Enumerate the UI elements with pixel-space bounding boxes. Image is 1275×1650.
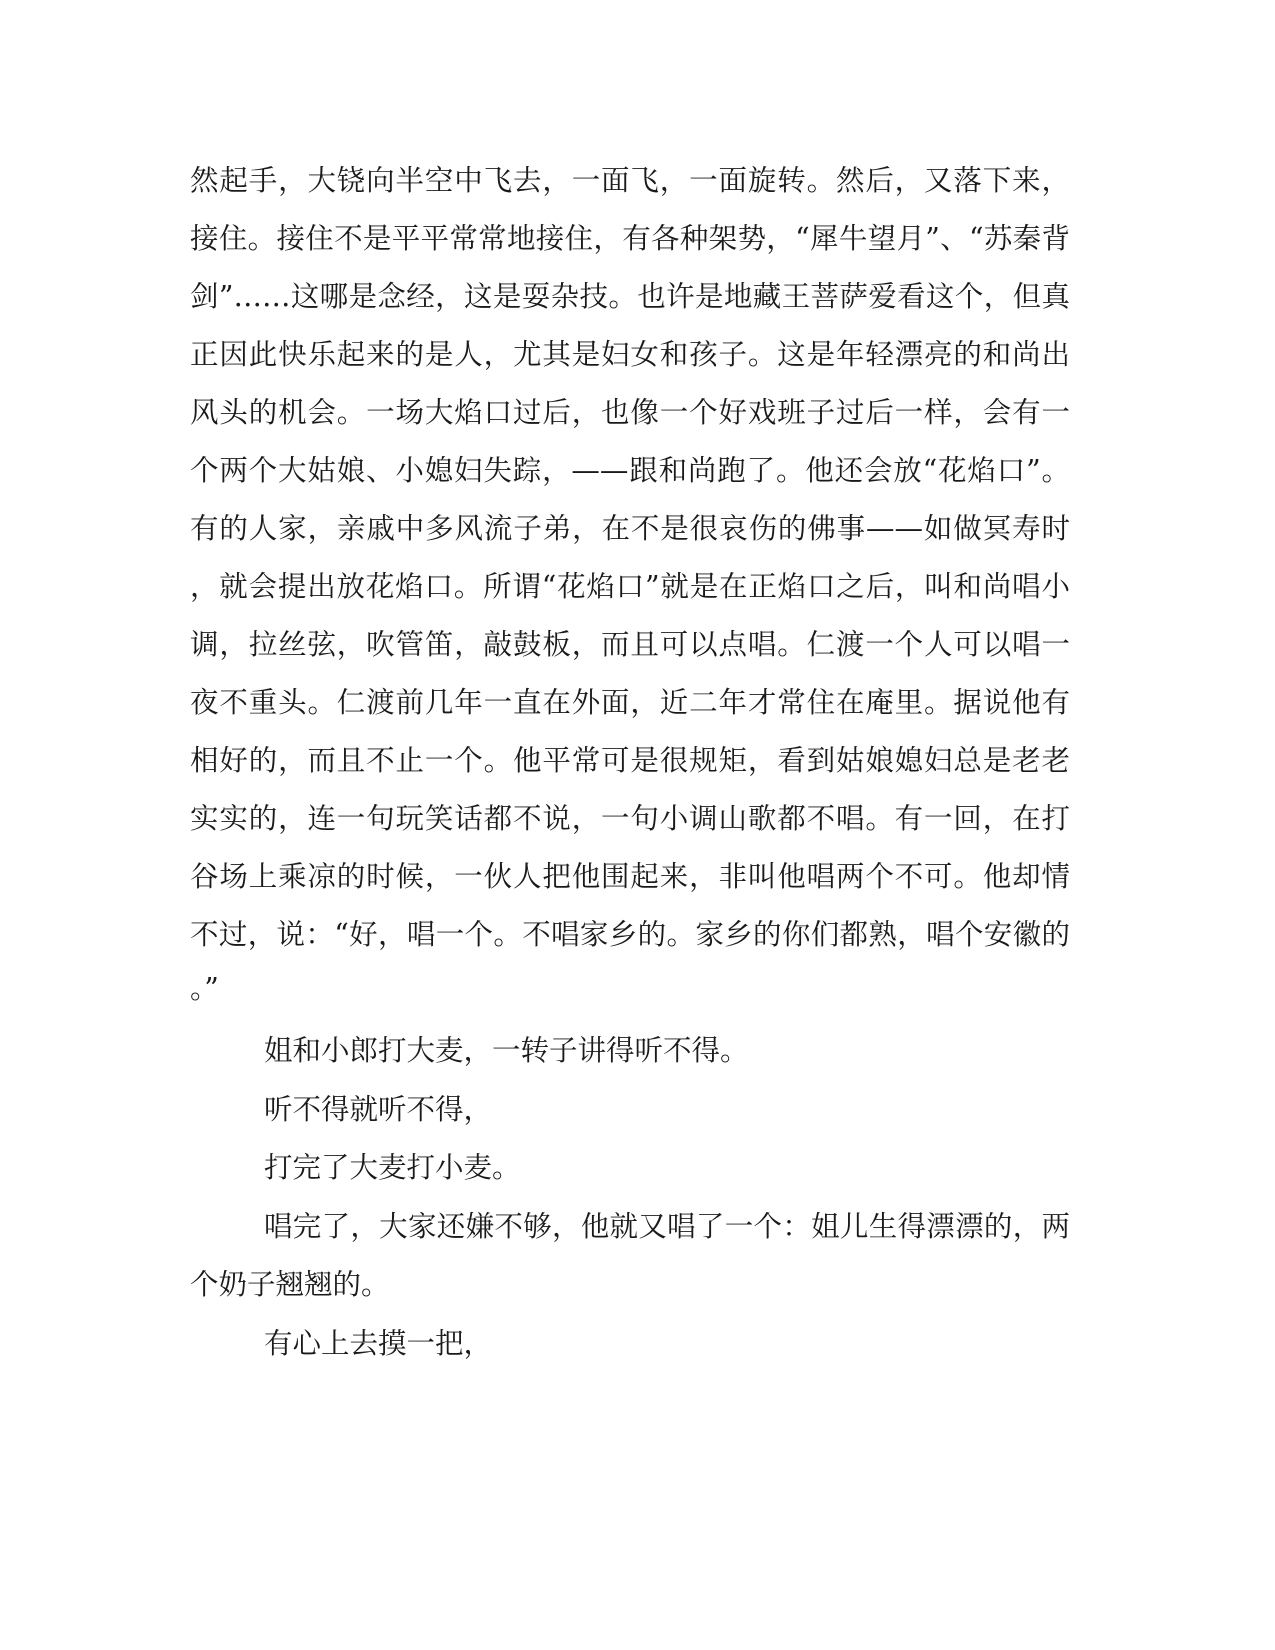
paragraph-line: 夜不重头。仁渡前几年一直在外面，近二年才常住在庵里。据说他有 [190, 686, 1070, 719]
paragraph-line: 然起手，大铙向半空中飞去，一面飞，一面旋转。然后，又落下来， [190, 164, 1070, 197]
paragraph-line: 相好的，而且不止一个。他平常可是很规矩，看到姑娘媳妇总是老老 [190, 744, 1070, 777]
paragraph-first-line: 唱完了，大家还嫌不够，他就又唱了一个：姐儿生得漂漂的，两 [264, 1210, 1070, 1243]
song-lyric-line: 听不得就听不得， [264, 1093, 493, 1126]
paragraph-line: 实实的，连一句玩笑话都不说，一句小调山歌都不唱。有一回，在打 [190, 802, 1070, 835]
paragraph-line: 个两个大姑娘、小媳妇失踪，——跟和尚跑了。他还会放“花焰口”。 [190, 454, 1070, 487]
paragraph-line: 谷场上乘凉的时候，一伙人把他围起来，非叫他唱两个不可。他却情 [190, 860, 1070, 893]
paragraph-line: 个奶子翘翘的。 [190, 1268, 390, 1301]
paragraph-line: 不过，说：“好，唱一个。不唱家乡的。家乡的你们都熟，唱个安徽的 [190, 918, 1070, 951]
paragraph-line: 有的人家，亲戚中多风流子弟，在不是很哀伤的佛事——如做冥寿时 [190, 512, 1070, 545]
paragraph-line: 接住。接住不是平平常常地接住，有各种架势，“犀牛望月”、“苏秦背 [190, 222, 1070, 255]
paragraph-line: ，就会提出放花焰口。所谓“花焰口”就是在正焰口之后，叫和尚唱小 [190, 570, 1070, 603]
song-lyric-line: 有心上去摸一把， [264, 1327, 493, 1360]
song-lyric-line: 姐和小郎打大麦，一转子讲得听不得。 [264, 1034, 749, 1067]
song-lyric-line: 打完了大麦打小麦。 [264, 1151, 521, 1184]
paragraph-line: 风头的机会。一场大焰口过后，也像一个好戏班子过后一样，会有一 [190, 396, 1070, 429]
paragraph-line: 。” [190, 972, 219, 1005]
paragraph-line: 正因此快乐起来的是人，尤其是妇女和孩子。这是年轻漂亮的和尚出 [190, 338, 1070, 371]
paragraph-line: 剑”……这哪是念经，这是耍杂技。也许是地藏王菩萨爱看这个，但真 [190, 280, 1070, 313]
paragraph-line: 调，拉丝弦，吹管笛，敲鼓板，而且可以点唱。仁渡一个人可以唱一 [190, 628, 1070, 661]
